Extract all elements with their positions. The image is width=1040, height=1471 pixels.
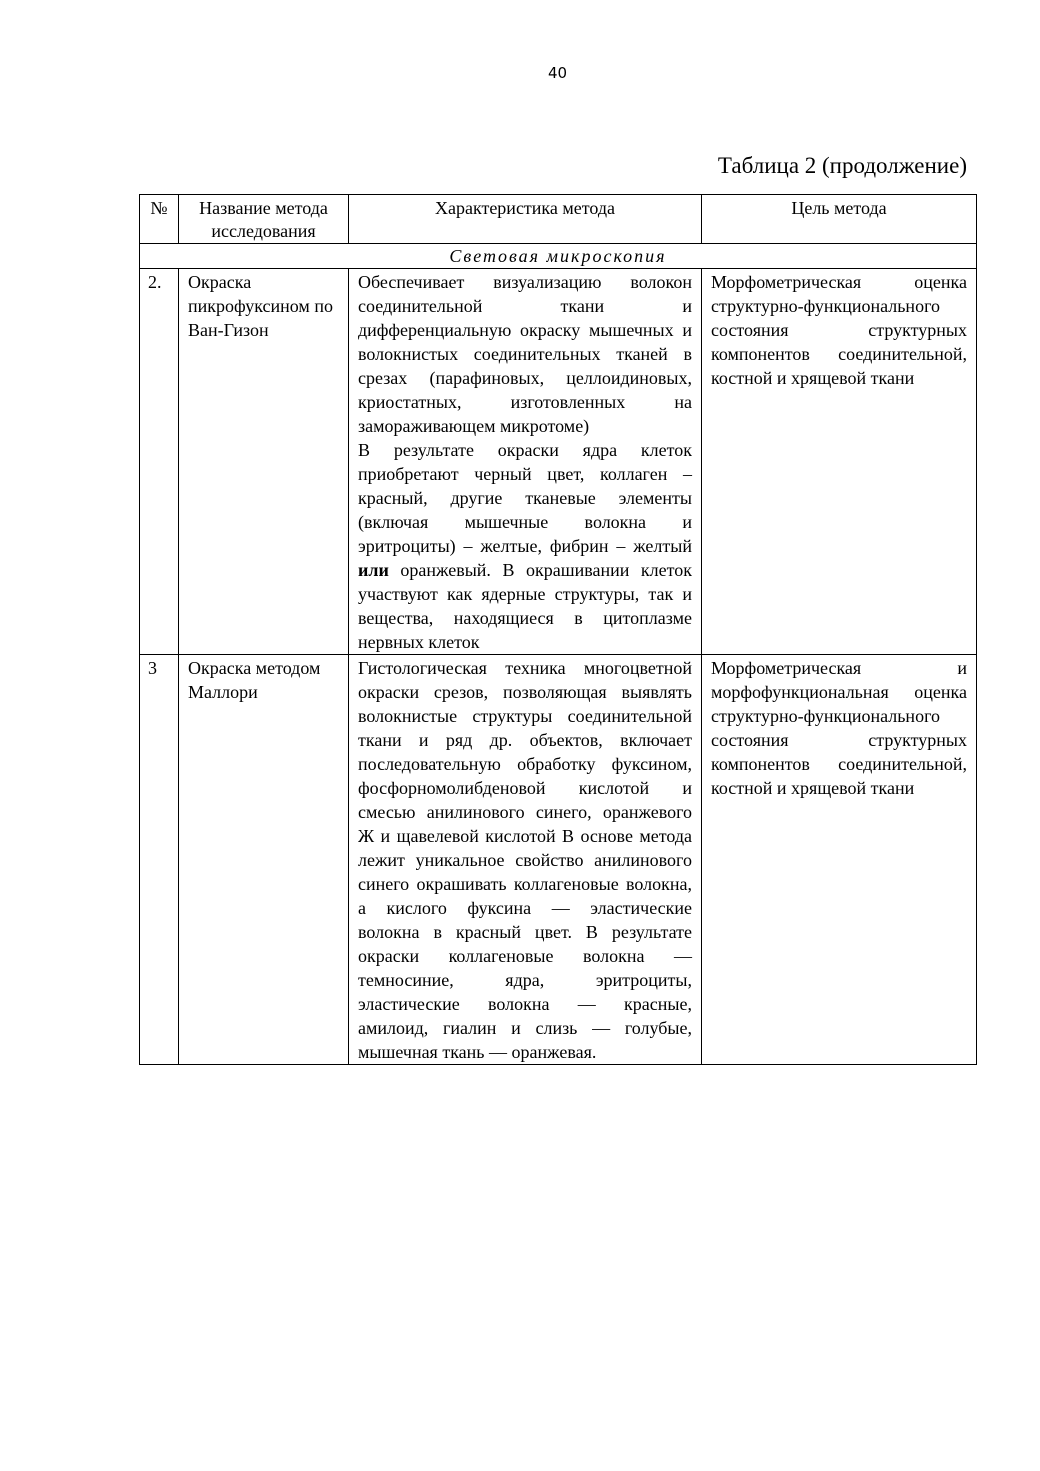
table-row	[140, 269, 977, 655]
table-caption: Таблица 2 (продолжение)	[717, 153, 967, 178]
section-row	[140, 244, 977, 269]
description-paragraph	[358, 438, 692, 654]
header-method-description: Характеристика метода	[349, 195, 702, 244]
description-paragraph: Обеспечивает визуализацию волокон соединительной ткани и дифференциальную окраску мышечных и волокнистых соединительных тканей в срезах (парафиновых, целлоидиновых, криостатных, изготовленных на замораживающем микротоме)	[358, 272, 692, 436]
method-description	[349, 269, 702, 655]
description-text: оранжевый. В окрашивании клеток участвуют как ядерные структуры, так и вещества, находящиеся в цитоплазме нервных клеток	[358, 560, 692, 652]
method-description: Гистологическая техника многоцветной окраски срезов, позволяющая выявлять волокнистые структуры соединительной ткани и ряд др. объектов, включает последовательную обработку фуксином, фосфорномолибденовой кислотой и смесью анилинового синего, оранжевого Ж и щавелевой кислотой В основе метода лежит уникальное свойство анилинового синего окрашивать коллагеновые волокна, а кислого фуксина — эластические волокна в красный цвет. В результате окраски коллагеновые волокна — темносиние, ядра, эритроциты, эластические волокна — красные, амилоид, гиалин и слизь — голубые, мышечная ткань — оранжевая.	[349, 655, 702, 1065]
table-row	[140, 655, 977, 1065]
page-number: 40	[547, 64, 568, 82]
section-title: Световая микроскопия	[140, 244, 977, 269]
description-text: В результате окраски ядра клеток приобретают черный цвет, коллаген – красный, другие тканевые элементы (включая мышечные волокна и эритроциты) – желтые, фибрин – желтый	[358, 440, 692, 556]
bold-word: или	[358, 560, 389, 580]
method-goal: Морфометрическая оценка структурно-функционального состояния структурных компонентов соединительной, костной и хрящевой ткани	[702, 269, 977, 655]
header-method-goal: Цель метода	[702, 195, 977, 244]
row-number: 3	[140, 655, 179, 1065]
row-number: 2.	[140, 269, 179, 655]
header-number: №	[140, 195, 179, 244]
header-row	[140, 195, 977, 244]
method-name: Окраска пикрофуксином по Ван-Гизон	[179, 269, 349, 655]
methods-table	[139, 194, 977, 1065]
method-name: Окраска методом Маллори	[179, 655, 349, 1065]
header-method-name: Название метода исследования	[179, 195, 349, 244]
method-goal: Морфометрическая и морфофункциональная оценка структурно-функционального состояния структурных компонентов соединительной, костной и хрящевой ткани	[702, 655, 977, 1065]
